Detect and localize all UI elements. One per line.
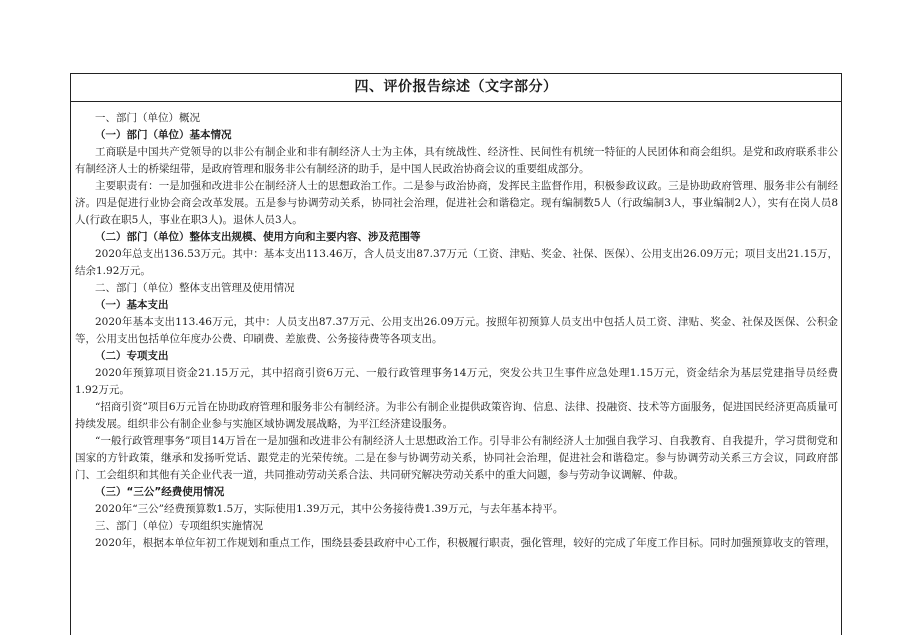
paragraph: 2020年基本支出113.46万元，其中：人员支出87.37万元、公用支出26.09万元。按照年初预算人员支出中包括人员工资、津贴、奖金、社保及医保、公积金等，公用支出包括单位年度办公费、印刷费、差旅费、公务接待费等各项支出。 (75, 316, 838, 345)
paragraph: 2020年预算项目资金21.15万元，其中招商引资6万元、一般行政管理事务14万元，突发公共卫生事件应急处理1.15万元，资金结余为基层党建指导员经费1.92万元。 (75, 367, 838, 396)
paragraph: 2020年，根据本单位年初工作规划和重点工作，围绕县委县政府中心工作，积极履行职责，强化管理，较好的完成了年度工作目标。同时加强预算收支的管理， (95, 537, 836, 549)
paragraph: 工商联是中国共产党领导的以非公有制企业和非有制经济人士为主体，具有统战性、经济性、民间性有机统一特征的人民团体和商会组织。是党和政府联系非公有制经济人士的桥梁纽带，是政府管理和服务非公有制经济的助手，是中国人民政治协商会议的重要组成部分。 (75, 146, 838, 175)
subsection-heading: （一）基本支出 (95, 299, 169, 311)
subsection-heading: （二）专项支出 (95, 350, 169, 362)
paragraph: 2020年总支出136.53万元。其中：基本支出113.46万，含人员支出87.37万元（工资、津贴、奖金、社保、医保）、公用支出26.09万元；项目支出21.15万，结余1.92万元。 (75, 248, 838, 277)
paragraph: “一般行政管理事务”项目14万旨在一是加强和改进非公有制经济人士思想政治工作。引导非公有制经济人士加强自我学习、自我教育、自我提升，学习贯彻党和国家的方针政策，继承和发扬听党话、跟党走的光荣传统。二是在参与协调劳动关系，协同社会治理，促进社会和谐稳定。参与协调劳动关系三方会议，同政府部门、工会组织和其他有关企业代表一道，共同推动劳动关系合法、共同研究解决劳动关系中的重大问题，参与劳动争议调解、仲裁。 (75, 435, 838, 481)
paragraph: “招商引资”项目6万元旨在协助政府管理和服务非公有制经济。为非公有制企业提供政策咨询、信息、法律、投融资、技术等方面服务，促进国民经济更高质量可持续发展。组织非公有制企业参与实施区域协调发展战略，为平江经济建设服务。 (75, 401, 838, 430)
paragraph: 2020年“三公”经费预算数1.5万，实际使用1.39万元，其中公务接待费1.39万元，与去年基本持平。 (95, 503, 564, 515)
subsection-heading: （二）部门（单位）整体支出规模、使用方向和主要内容、涉及范围等 (95, 231, 421, 243)
report-table (70, 73, 842, 635)
paragraph: 主要职责有：一是加强和改进非公在制经济人士的思想政治工作。二是参与政治协商，发挥民主监督作用，积极参政议政。三是协助政府管理、服务非公有制经济。四是促进行业协会商会改革发展。五是参与协调劳动关系，协同社会治理，促进社会和谐稳定。现有编制数5人（行政编制3人，事业编制2人），实有在岗人员8人(行政在职5人，事业在职3人)。退休人员3人。 (75, 180, 838, 226)
report-content (71, 102, 841, 552)
section-heading: 一、部门（单位）概况 (95, 112, 200, 124)
section-heading: 三、部门（单位）专项组织实施情况 (95, 520, 263, 532)
report-title: 四、评价报告综述（文字部分） (71, 74, 841, 102)
subsection-heading: （三）“三公”经费使用情况 (95, 486, 225, 498)
subsection-heading: （一）部门（单位）基本情况 (95, 129, 232, 141)
section-heading: 二、部门（单位）整体支出管理及使用情况 (95, 282, 295, 294)
